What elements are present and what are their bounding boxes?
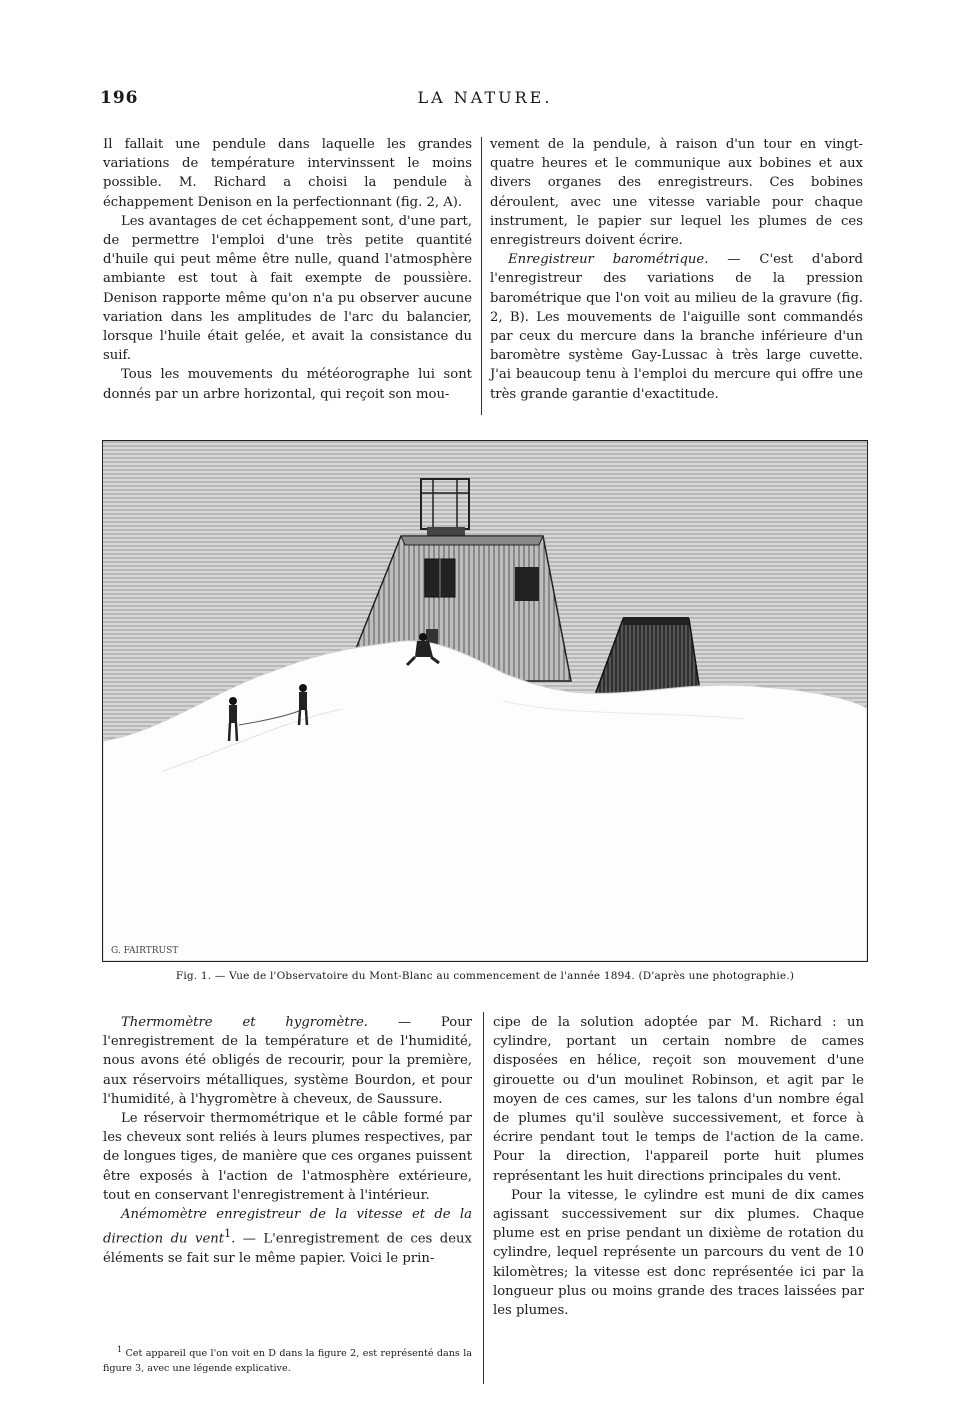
page-number: 196: [100, 88, 139, 108]
paragraph-text: . — L'enregistrement de ces deux éléments se fait sur le même papier. Voici le prin-: [103, 1231, 472, 1266]
paragraph-text: — Pour l'enregistrement de la température et de l'humidité, nous avons été obligés de recourir, pour la première, aux réservoirs métalliques, système Bourdon, et pour l'humidité, à l'hygromètre à cheveux, de Saussure.: [103, 1015, 472, 1107]
paragraph: vement de la pendule, à raison d'un tour en vingt-quatre heures et le communique aux bobines et aux divers organes des enregistreurs. Ces bobines déroulent, avec une vitesse variable pour chaque instrument, le papier sur lequel les plumes de ces enregistreurs doivent écrire.: [490, 137, 863, 249]
figure-illustration: [102, 440, 868, 962]
section-heading: Anémomètre enregistreur de la vitesse et de la direction du vent: [103, 1207, 472, 1247]
column-2: [490, 135, 863, 404]
section-heading: Enregistreur barométrique.: [508, 252, 709, 268]
footnote: [103, 1342, 472, 1376]
column-3: [103, 1013, 472, 1268]
footnote-text: [103, 1342, 472, 1376]
footnote-body: Cet appareil que l'on voit en D dans la figure 2, est représenté dans la figure 3, avec une légende explicative.: [103, 1348, 472, 1375]
column-divider: [481, 137, 482, 415]
paragraph: Le réservoir thermométrique et le câble formé par les cheveux sont reliés à leurs plumes respectives, par de longues tiges, de manière que ces organes puissent être exposés à l'action de l'atmosphère extérieure, tout en conservant l'enregistrement à l'intérieur.: [103, 1111, 472, 1203]
paragraph: Tous les mouvements du météorographe lui sont donnés par un arbre horizontal, qui reçoit son mou-: [103, 367, 472, 402]
paragraph: [490, 250, 863, 404]
paragraph: Les avantages de cet échappement sont, d'une part, de permettre l'emploi d'une très petite quantité d'huile qui peut même être nulle, quand l'atmosphère ambiante est tout à fait exempte de poussière. Denison rapporte même qu'on n'a pu observer aucune variation dans les amplitudes de l'arc du balancier, lorsque l'huile était gelée, et avait la consistance du suif.: [103, 213, 472, 364]
paragraph: Il fallait une pendule dans laquelle les grandes variations de température intervinssent le moins possible. M. Richard a choisi la pendule à échappement Denison en la perfectionnant (fig. 2, A).: [103, 137, 472, 210]
observatory-engraving: [103, 441, 867, 961]
engraver-signature: G. FAIRTRUST: [111, 946, 179, 956]
column-divider: [483, 1012, 484, 1384]
paragraph: [103, 1205, 472, 1268]
footnote-marker: 1: [117, 1345, 123, 1354]
paragraph: Pour la vitesse, le cylindre est muni de dix cames agissant successivement sur dix plumes. Chaque plume est en prise pendant un dixième de rotation du cylindre, lequel représente un parcours du vent de 10 kilomètres; la vitesse est donc représentée ici par la longueur plus ou moins grande des traces laissées par les plumes.: [493, 1187, 864, 1319]
page-header: [100, 88, 870, 112]
paragraph: cipe de la solution adoptée par M. Richard : un cylindre, portant un certain nombre de cames disposées en hélice, reçoit son mouvement d'une girouette ou d'un moulinet Robinson, et agit par le moyen de ces cames, sur les talons d'un nombre égal de plumes qu'il soulève successivement, et force à écrire pendant tout le temps de l'action de la came. Pour la direction, l'appareil porte huit plumes représentant les huit directions principales du vent.: [493, 1015, 864, 1184]
section-heading: Thermomètre et hygromètre.: [121, 1015, 368, 1030]
paragraph: [103, 1013, 472, 1109]
paragraph-text: — C'est d'abord l'enregistreur des variations de la pression barométrique que l'on voit au milieu de la gravure (fig. 2, B). Les mouvements de l'aiguille sont commandés par ceux du mercure dans la branche inférieure d'un baromètre système Gay-Lussac à très large cuvette. J'ai beaucoup tenu à l'emploi du mercure qui offre une très grande garantie d'exactitude.: [490, 252, 863, 402]
column-4: [493, 1013, 864, 1320]
footnote-ref: 1: [224, 1227, 232, 1241]
running-head: LA NATURE.: [417, 88, 553, 107]
column-1: [103, 135, 472, 404]
figure-caption: Fig. 1. — Vue de l'Observatoire du Mont-Blanc au commencement de l'année 1894. (D'après une photographie.): [175, 970, 795, 982]
